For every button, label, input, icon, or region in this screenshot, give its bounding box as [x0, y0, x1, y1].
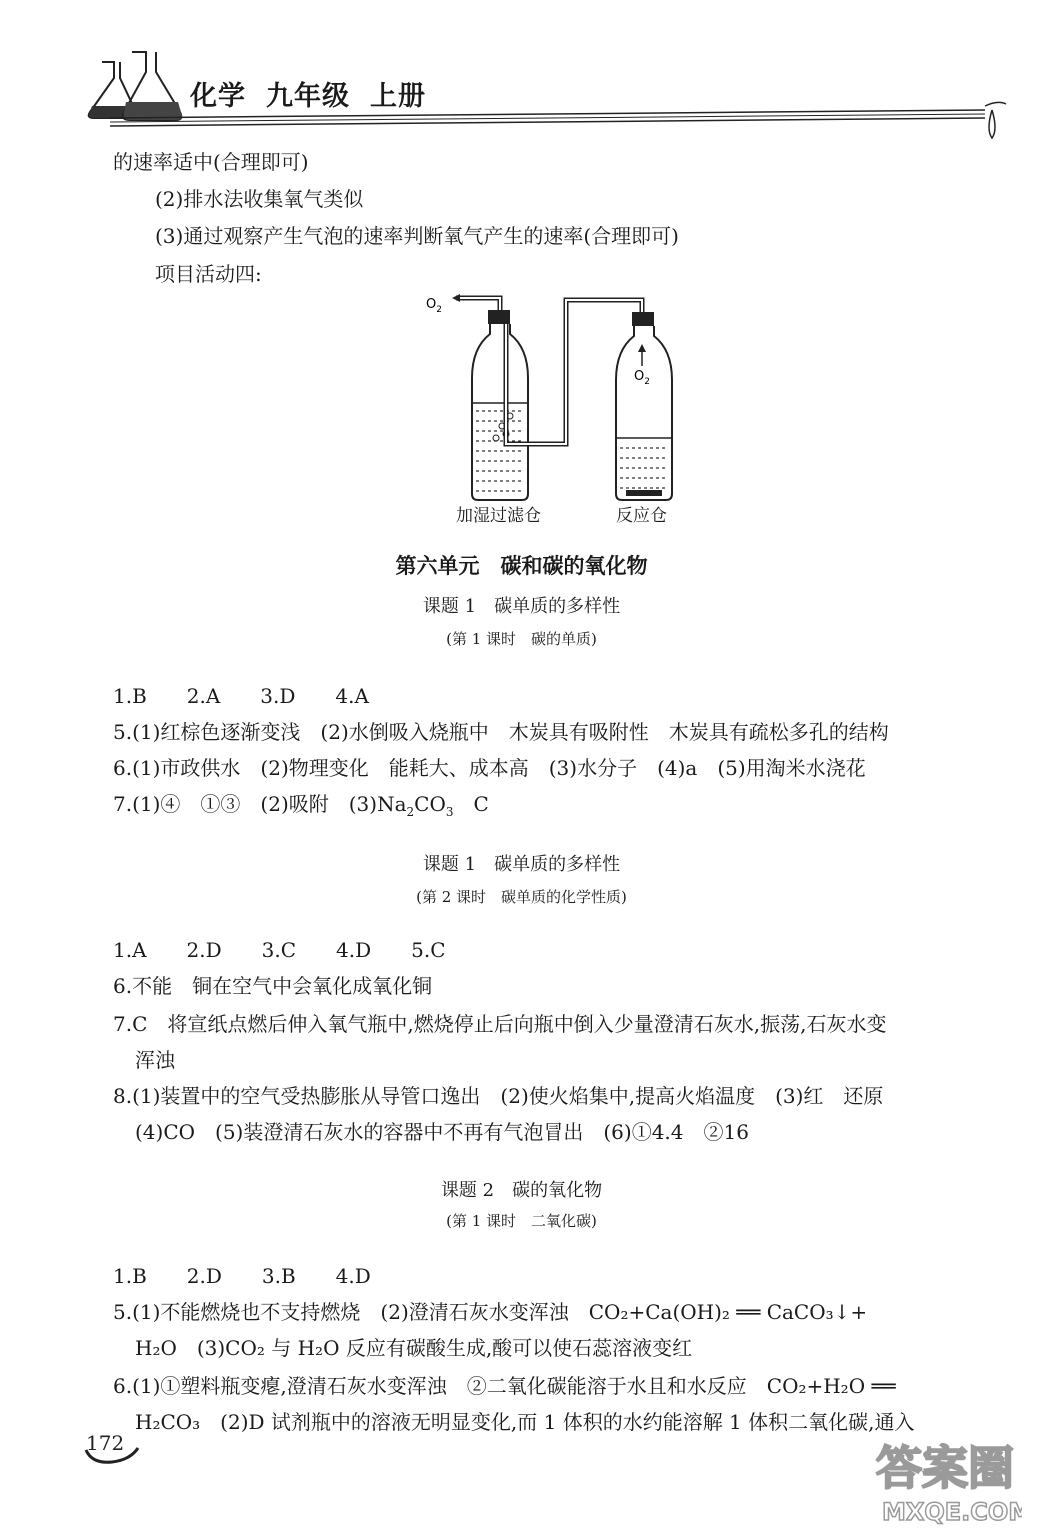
- section-2-title: 课题 1 碳单质的多样性: [422, 854, 621, 875]
- s3-answer-6: 6.(1)①塑料瓶变瘪,澄清石灰水变浑浊 ②二氧化碳能溶于水且和水反应 CO₂+H₂O ══: [113, 1374, 896, 1398]
- section-2-subtitle: (第 2 课时 碳单质的化学性质): [416, 888, 627, 906]
- unit-title: 第六单元 碳和碳的氧化物: [395, 554, 648, 578]
- s3-answer-1-4: 1.B 2.D 3.B 4.D: [113, 1264, 371, 1288]
- humidifier-bottle: [472, 310, 528, 500]
- intro-line-3: (3)通过观察产生气泡的速率判断氧气产生的速率(合理即可): [155, 224, 679, 248]
- o2-inlet-label: $O_2$: [634, 369, 650, 387]
- s1-answer-7: 7.(1)④ ①③ (2)吸附 $(3)Na_2CO_3$ C: [113, 792, 489, 819]
- header-subject: 化学: [190, 81, 246, 112]
- intro-line-1: 的速率适中(合理即可): [113, 150, 309, 174]
- section-1-subtitle: (第 1 课时 碳的单质): [446, 630, 597, 648]
- intro-line-2: (2)排水法收集氧气类似: [155, 187, 364, 211]
- s2-answer-8-cont: (4)CO (5)装澄清石灰水的容器中不再有气泡冒出 (6)①4.4 ②16: [135, 1120, 749, 1144]
- s1-answer-6: 6.(1)市政供水 (2)物理变化 能耗大、成本高 (3)水分子 (4)a (5)用淘米水浇花: [113, 756, 866, 780]
- s3-answer-5: 5.(1)不能燃烧也不支持燃烧 (2)澄清石灰水变浑浊 CO₂+Ca(OH)₂ ══ CaCO₃↓+: [113, 1300, 868, 1324]
- s3-answer-6-cont: H₂CO₃ (2)D 试剂瓶中的溶液无明显变化,而 1 体积的水约能溶解 1 体积二氧化碳,通入: [135, 1410, 915, 1434]
- section-3-subtitle: (第 1 课时 二氧化碳): [446, 1212, 597, 1230]
- s2-answer-8: 8.(1)装置中的空气受热膨胀从导管口逸出 (2)使火焰集中,提高火焰温度 (3)红 还原: [113, 1084, 884, 1108]
- s3-answer-5-cont: H₂O (3)CO₂ 与 H₂O 反应有碳酸生成,酸可以使石蕊溶液变红: [135, 1336, 693, 1360]
- header-volume: 上册: [370, 81, 426, 112]
- o2-outlet-label: $O_2$: [426, 297, 442, 315]
- header-title: [190, 74, 446, 113]
- section-3-title: 课题 2 碳的氧化物: [440, 1180, 603, 1201]
- intro-line-4: 项目活动四:: [155, 262, 262, 286]
- s1-answer-5: 5.(1)红棕色逐渐变浅 (2)水倒吸入烧瓶中 木炭具有吸附性 木炭具有疏松多孔的结构: [113, 720, 889, 744]
- page-number: [82, 1420, 142, 1466]
- watermark-logo: [872, 1432, 1022, 1527]
- reaction-bottle: [616, 312, 672, 500]
- svg-text:答案圈: 答案圈: [876, 1441, 1014, 1495]
- s2-answer-7: 7.C 将宣纸点燃后伸入氧气瓶中,燃烧停止后向瓶中倒入少量澄清石灰水,振荡,石灰水变: [113, 1012, 887, 1036]
- reactor-label: 反应仓: [616, 506, 667, 526]
- section-1-title: 课题 1 碳单质的多样性: [422, 596, 621, 617]
- svg-text:172: 172: [86, 1431, 125, 1455]
- apparatus-diagram: [420, 288, 690, 528]
- s2-answer-1-5: 1.A 2.D 3.C 4.D 5.C: [113, 938, 446, 962]
- s2-answer-6: 6.不能 铜在空气中会氧化成氧化铜: [113, 974, 433, 998]
- s2-answer-7-cont: 浑浊: [135, 1048, 175, 1072]
- s1-answer-1-4: 1.B 2.A 3.D 4.A: [113, 684, 369, 708]
- svg-text:MXQE.COM: MXQE.COM: [882, 1498, 1022, 1526]
- humidifier-label: 加湿过滤仓: [456, 506, 541, 526]
- header-grade: 九年级: [266, 81, 350, 112]
